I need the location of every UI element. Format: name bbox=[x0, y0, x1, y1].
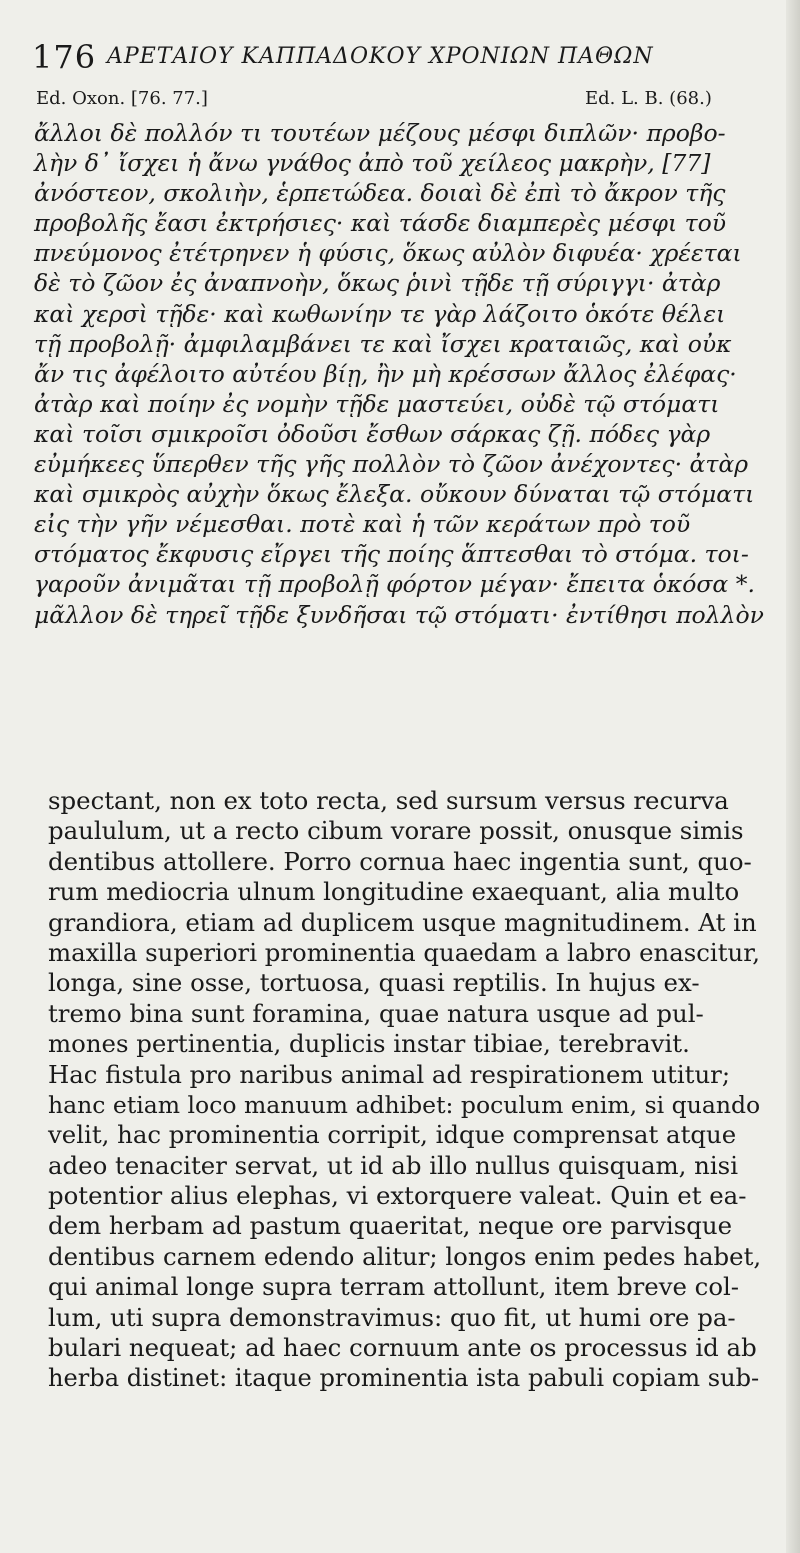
latin-line: dentibus carnem edendo alitur; longos enim pedes habet, bbox=[48, 1241, 762, 1271]
greek-line: δὲ τὸ ζῶον ἐς ἀναπνοὴν, ὅκως ῥινὶ τῇδε τῇ σύριγγι· ἀτὰρ bbox=[34, 269, 721, 298]
greek-line: γαροῦν ἀνιμᾶται τῇ προβολῇ φόρτον μέγαν· ἔπειτα ὁκόσα *. bbox=[34, 570, 755, 599]
greek-line: ἀνόστεον, σκολιὴν, ἑρπετώδεα. δοιαὶ δὲ ἐπὶ τὸ ἄκρον τῆς bbox=[34, 179, 726, 208]
latin-line: herba distinet: itaque prominentia ista pabuli copiam sub- bbox=[48, 1364, 760, 1393]
greek-text-block bbox=[34, 118, 769, 630]
latin-line: paululum, ut a recto cibum vorare possit, onusque simis bbox=[48, 816, 744, 846]
latin-line: rum mediocria ulnum longitudine exaequant, alia multo bbox=[48, 877, 740, 907]
greek-line: εἰς τὴν γῆν νέμεσθαι. ποτὲ καὶ ἡ τῶν κεράτων πρὸ τοῦ bbox=[34, 510, 691, 539]
latin-line: velit, hac prominentia corripit, idque comprensat atque bbox=[48, 1120, 737, 1150]
edition-oxon-reference: Ed. Oxon. [76. 77.] bbox=[36, 88, 208, 109]
latin-line: mones pertinentia, duplicis instar tibiae, terebravit. bbox=[48, 1029, 690, 1059]
latin-line: hanc etiam loco manuum adhibet: poculum enim, si quando bbox=[48, 1090, 761, 1119]
latin-line: adeo tenaciter servat, ut id ab illo nullus quisquam, nisi bbox=[48, 1150, 739, 1180]
page-header bbox=[32, 38, 772, 86]
latin-line: dentibus attollere. Porro cornua haec ingentia sunt, quo- bbox=[48, 846, 752, 876]
greek-line: καὶ σμικρὸς αὐχὴν ὅκως ἔλεξα. οὔκουν δύναται τῷ στόματι bbox=[34, 480, 755, 509]
latin-line: qui animal longe supra terram attollunt, item breve col- bbox=[48, 1272, 740, 1302]
page-edge bbox=[786, 0, 800, 1553]
greek-line: ἄλλοι δὲ πολλόν τι τουτέων μέζους μέσφι διπλῶν· προβο- bbox=[34, 119, 726, 147]
page-number: 176 bbox=[32, 38, 97, 76]
latin-line: lum, uti supra demonstravimus: quo fit, ut humi ore pa- bbox=[48, 1302, 736, 1332]
greek-line: ἀτὰρ καὶ ποίην ἐς νομὴν τῇδε μαστεύει, οὐδὲ τῷ στόματι bbox=[34, 389, 720, 418]
greek-line: καὶ τοῖσι σμικροῖσι ὀδοῦσι ἔσθων σάρκας ζῇ. πόδες γὰρ bbox=[34, 419, 711, 448]
greek-line: καὶ χερσὶ τῇδε· καὶ κωθωνίην τε γὰρ λάζοιτο ὁκότε θέλει bbox=[34, 299, 726, 328]
latin-translation-block bbox=[48, 786, 763, 1394]
latin-line: grandiora, etiam ad duplicem usque magnitudinem. At in bbox=[48, 907, 757, 937]
latin-line: maxilla superiori prominentia quaedam a labro enascitur, bbox=[48, 937, 760, 967]
greek-line: λὴν δ᾽ ἴσχει ἡ ἄνω γνάθος ἀπὸ τοῦ χείλεος μακρὴν, [77] bbox=[34, 149, 711, 178]
latin-line: potentior alius elephas, vi extorquere valeat. Quin et ea- bbox=[48, 1181, 747, 1211]
greek-line: στόματος ἔκφυσις εἴργει τῆς ποίης ἅπτεσθαι τὸ στόμα. τοι- bbox=[34, 540, 749, 569]
running-head: ΑΡΕΤΑΙΟΥ ΚΑΠΠΑΔΟΚΟΥ ΧΡΟΝΙΩΝ ΠΑΘΩΝ bbox=[107, 44, 654, 69]
latin-line: tremo bina sunt foramina, quae natura usque ad pul- bbox=[48, 998, 704, 1028]
latin-line: Hac fistula pro naribus animal ad respirationem utitur; bbox=[48, 1059, 731, 1089]
latin-line: longa, sine osse, tortuosa, quasi reptilis. In hujus ex- bbox=[48, 968, 700, 998]
greek-line: εὐμήκεες ὕπερθεν τῆς γῆς πολλὸν τὸ ζῶον ἀνέχοντες· ἀτὰρ bbox=[34, 450, 749, 479]
greek-line: τῇ προβολῇ· ἀμφιλαμβάνει τε καὶ ἴσχει κραταιῶς, καὶ οὐκ bbox=[34, 329, 732, 358]
latin-line: spectant, non ex toto recta, sed sursum versus recurva bbox=[48, 786, 729, 815]
latin-line: bulari nequeat; ad haec cornuum ante os processus id ab bbox=[48, 1333, 757, 1363]
latin-line: dem herbam ad pastum quaeritat, neque ore parvisque bbox=[48, 1211, 732, 1241]
greek-line: μᾶλλον δὲ τηρεῖ τῇδε ξυνδῆσαι τῷ στόματι· ἐντίθησι πολλὸν bbox=[34, 600, 764, 629]
greek-line: προβολῆς ἔασι ἐκτρήσιες· καὶ τάσδε διαμπερὲς μέσφι τοῦ bbox=[34, 209, 727, 238]
greek-line: ἄν τις ἀφέλοιτο αὐτέου βίῃ, ἢν μὴ κρέσσων ἄλλος ἐλέφας· bbox=[34, 359, 737, 388]
greek-line: πνεύμονος ἐτέτρηνεν ἡ φύσις, ὅκως αὐλὸν διφυέα· χρέεται bbox=[34, 239, 742, 268]
edition-lb-reference: Ed. L. B. (68.) bbox=[585, 88, 712, 109]
